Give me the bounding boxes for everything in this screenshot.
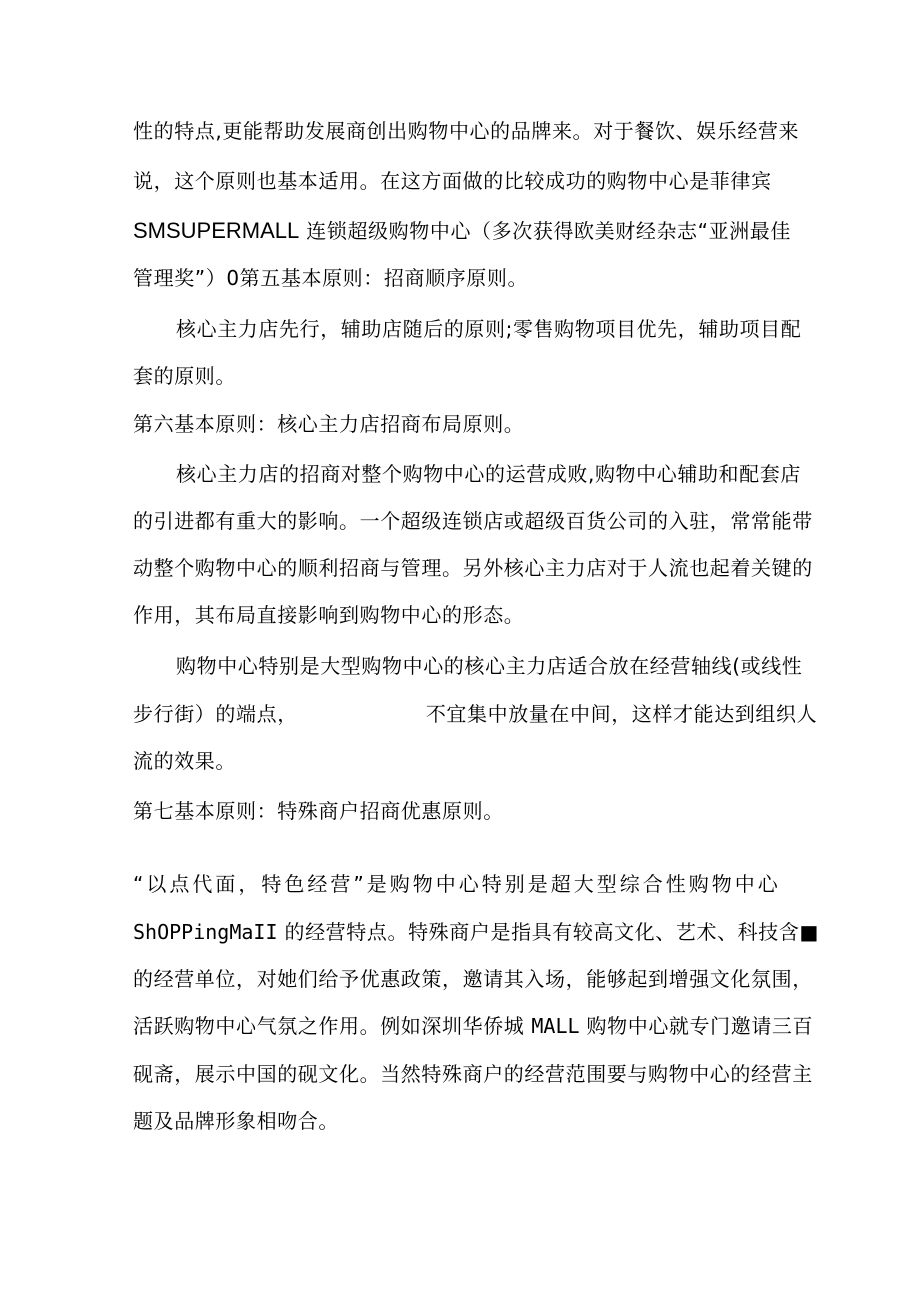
latin-term: ShOPPingMaII — [133, 920, 278, 944]
latin-term: MALL — [531, 1014, 580, 1038]
text-fragment: 的经营特点。特殊商户是指具有较高文化、艺术、科技含■ — [284, 920, 819, 944]
text-line: 流的效果。 — [133, 749, 236, 773]
text-fragment: 购物中心就专门邀请三百 — [586, 1014, 814, 1038]
text-line: “以点代面，特色经营”是购物中心特别是超大型综合性购物中心 — [133, 872, 781, 896]
text-line — [133, 700, 817, 728]
text-line: 性的特点,更能帮助发展商创出购物中心的品牌来。对于餐饮、娱乐经营来 — [133, 119, 800, 143]
section-heading: 第六基本原则：核心主力店招商布局原则。 — [133, 412, 525, 436]
section-heading: 第七基本原则：特殊商户招商优惠原则。 — [133, 799, 504, 823]
text-line: 的引进都有重大的影响。一个超级连锁店或超级百货公司的入驻，常常能带 — [133, 509, 813, 533]
text-line: 核心主力店先行，辅助店随后的原则;零售购物项目优先，辅助项目配 — [176, 317, 802, 341]
text-line — [133, 217, 791, 245]
text-fragment: 不宜集中放量在中间，这样才能达到组织人 — [425, 702, 818, 726]
text-line: 核心主力店的招商对整个购物中心的运营成败,购物中心辅助和配套店 — [176, 462, 801, 486]
text-fragment: 步行街）的端点， — [133, 702, 298, 726]
text-line: 购物中心特别是大型购物中心的核心主力店适合放在经营轴线(或线性 — [176, 654, 803, 678]
text-line: 说，这个原则也基本适用。在这方面做的比较成功的购物中心是菲律宾 — [133, 169, 772, 193]
text-line: 作用，其布局直接影响到购物中心的形态。 — [133, 603, 525, 627]
text-line: 题及品牌形象相吻合。 — [133, 1109, 339, 1133]
text-fragment: 活跃购物中心气氛之作用。例如深圳华侨城 — [133, 1014, 525, 1038]
text-fragment: 连锁超级购物中心（多次获得欧美财经杂志“亚洲最佳 — [306, 219, 792, 243]
text-line: 管理奖”）0第五基本原则：招商顺序原则。 — [133, 266, 529, 290]
text-line: 动整个购物中心的顺利招商与管理。另外核心主力店对于人流也起着关键的 — [133, 556, 813, 580]
brand-name: SMSUPERMALL — [133, 218, 300, 243]
text-line — [133, 918, 819, 946]
text-line: 砚斋，展示中国的砚文化。当然特殊商户的经营范围要与购物中心的经营主 — [133, 1062, 813, 1086]
text-line — [133, 1012, 813, 1040]
text-line: 套的原则。 — [133, 364, 236, 388]
text-line: 的经营单位，对她们给予优惠政策，邀请其入场，能够起到增强文化氛围， — [133, 967, 813, 991]
